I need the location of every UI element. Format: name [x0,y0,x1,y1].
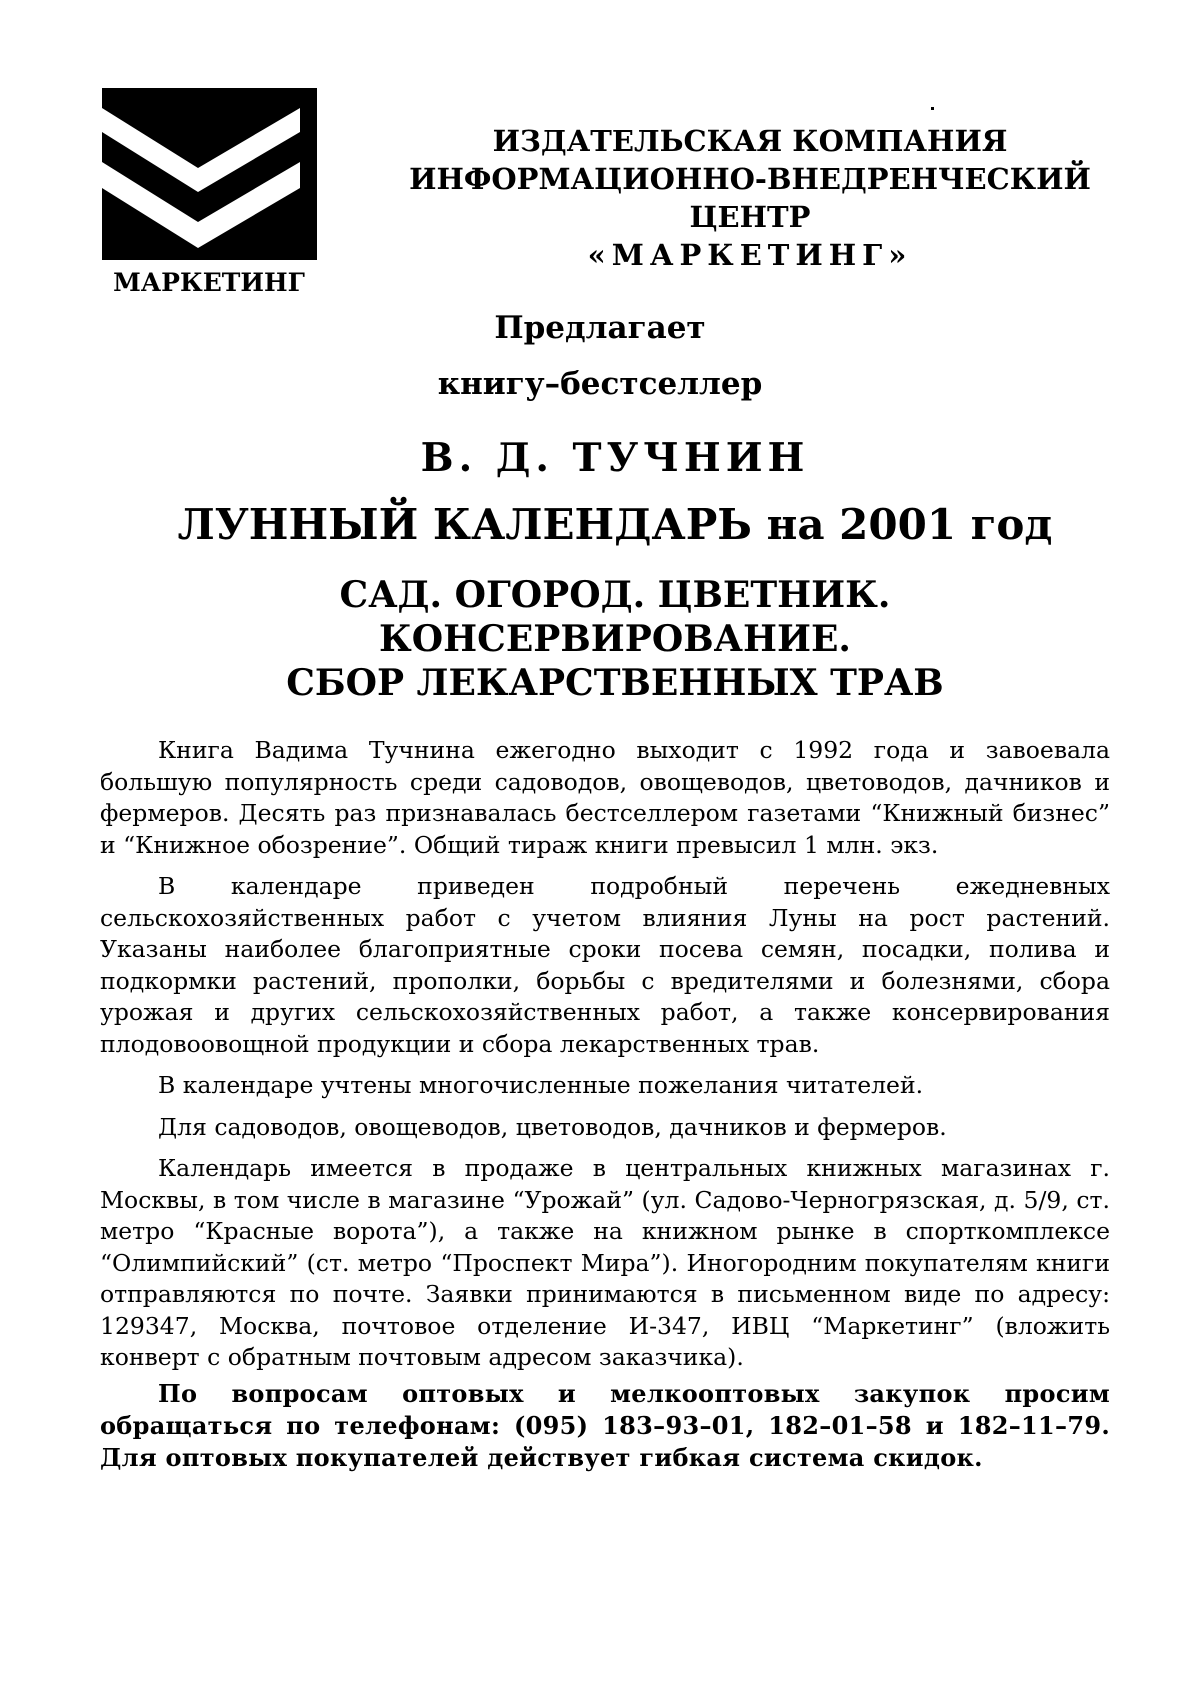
double-chevron-logo-icon [102,88,317,260]
paragraph-history: Книга Вадима Тучнина ежегодно выходит с 1992 года и завоевала большую популярность среди садоводов, овощеводов, цветоводов, дачников и фермеров. Десять раз признавалась бестселлером газетами “Книжный бизнес” и “Книжное обозрение”. Общий тираж книги превысил 1 млн. экз. [100,736,1110,859]
book-author: В. Д. ТУЧНИН [420,435,810,481]
offer-line-1: Предлагает [494,310,706,346]
publisher-header [370,122,1130,274]
marketing-logo [102,88,317,260]
publisher-line-1: ИЗДАТЕЛЬСКАЯ КОМПАНИЯ [492,124,1008,158]
description-body [100,735,1110,1474]
paragraph-audience: Для садоводов, овощеводов, цветоводов, дачников и фермеров. [158,1112,947,1141]
subtitle-line-3: СБОР ЛЕКАРСТВЕННЫХ ТРАВ [286,662,944,704]
book-title: ЛУННЫЙ КАЛЕНДАРЬ на 2001 год [177,500,1053,549]
paragraph-wholesale-contacts: По вопросам оптовых и мелкооптовых закупок просим обращаться по телефонам: (095) 183–93–01, 182–01–58 и 182–11–79. Для оптовых покупателей действует гибкая система скидок. [100,1378,1110,1472]
paragraph-wishes: В календаре учтены многочисленные пожелания читателей. [158,1071,924,1099]
offer-line-2: книгу–бестселлер [437,366,763,402]
book-subtitle [0,573,1200,705]
subtitle-line-2: КОНСЕРВИРОВАНИЕ. [379,618,851,660]
logo-caption: МАРКЕТИНГ [113,268,305,297]
print-speck [931,107,934,110]
publisher-brand: «МАРКЕТИНГ» [587,238,913,272]
paragraph-availability: Календарь имеется в продаже в центральных книжных магазинах г. Москвы, в том числе в магазине “Урожай” (ул. Садово-Черногрязская, д. 5/9, ст. метро “Красные ворота”), а также на книжном рынке в спорткомплексе “Олимпийский” (ст. метро “Проспект Мира”). Иногородним покупателям книги отправляются по почте. Заявки принимаются в письменном виде по адресу: 129347, Москва, почтовое отделение И-347, ИВЦ “Маркетинг” (вложить конверт с обратным почтовым адресом заказчика). [100,1154,1110,1371]
publisher-line-2: ИНФОРМАЦИОННО-ВНЕДРЕНЧЕСКИЙ [409,162,1091,196]
publisher-line-3: ЦЕНТР [689,200,811,234]
paragraph-contents: В календаре приведен подробный перечень ежедневных сельскохозяйственных работ с учетом влияния Луны на рост растений. Указаны наиболее благоприятные сроки посева семян, посадки, полива и подкормки растений, прополки, борьбы с вредителями и болезнями, сбора урожая и других сельскохозяйственных работ, а также консервирования плодовоовощной продукции и сбора лекарственных трав. [100,872,1110,1058]
subtitle-line-1: САД. ОГОРОД. ЦВЕТНИК. [339,574,891,616]
